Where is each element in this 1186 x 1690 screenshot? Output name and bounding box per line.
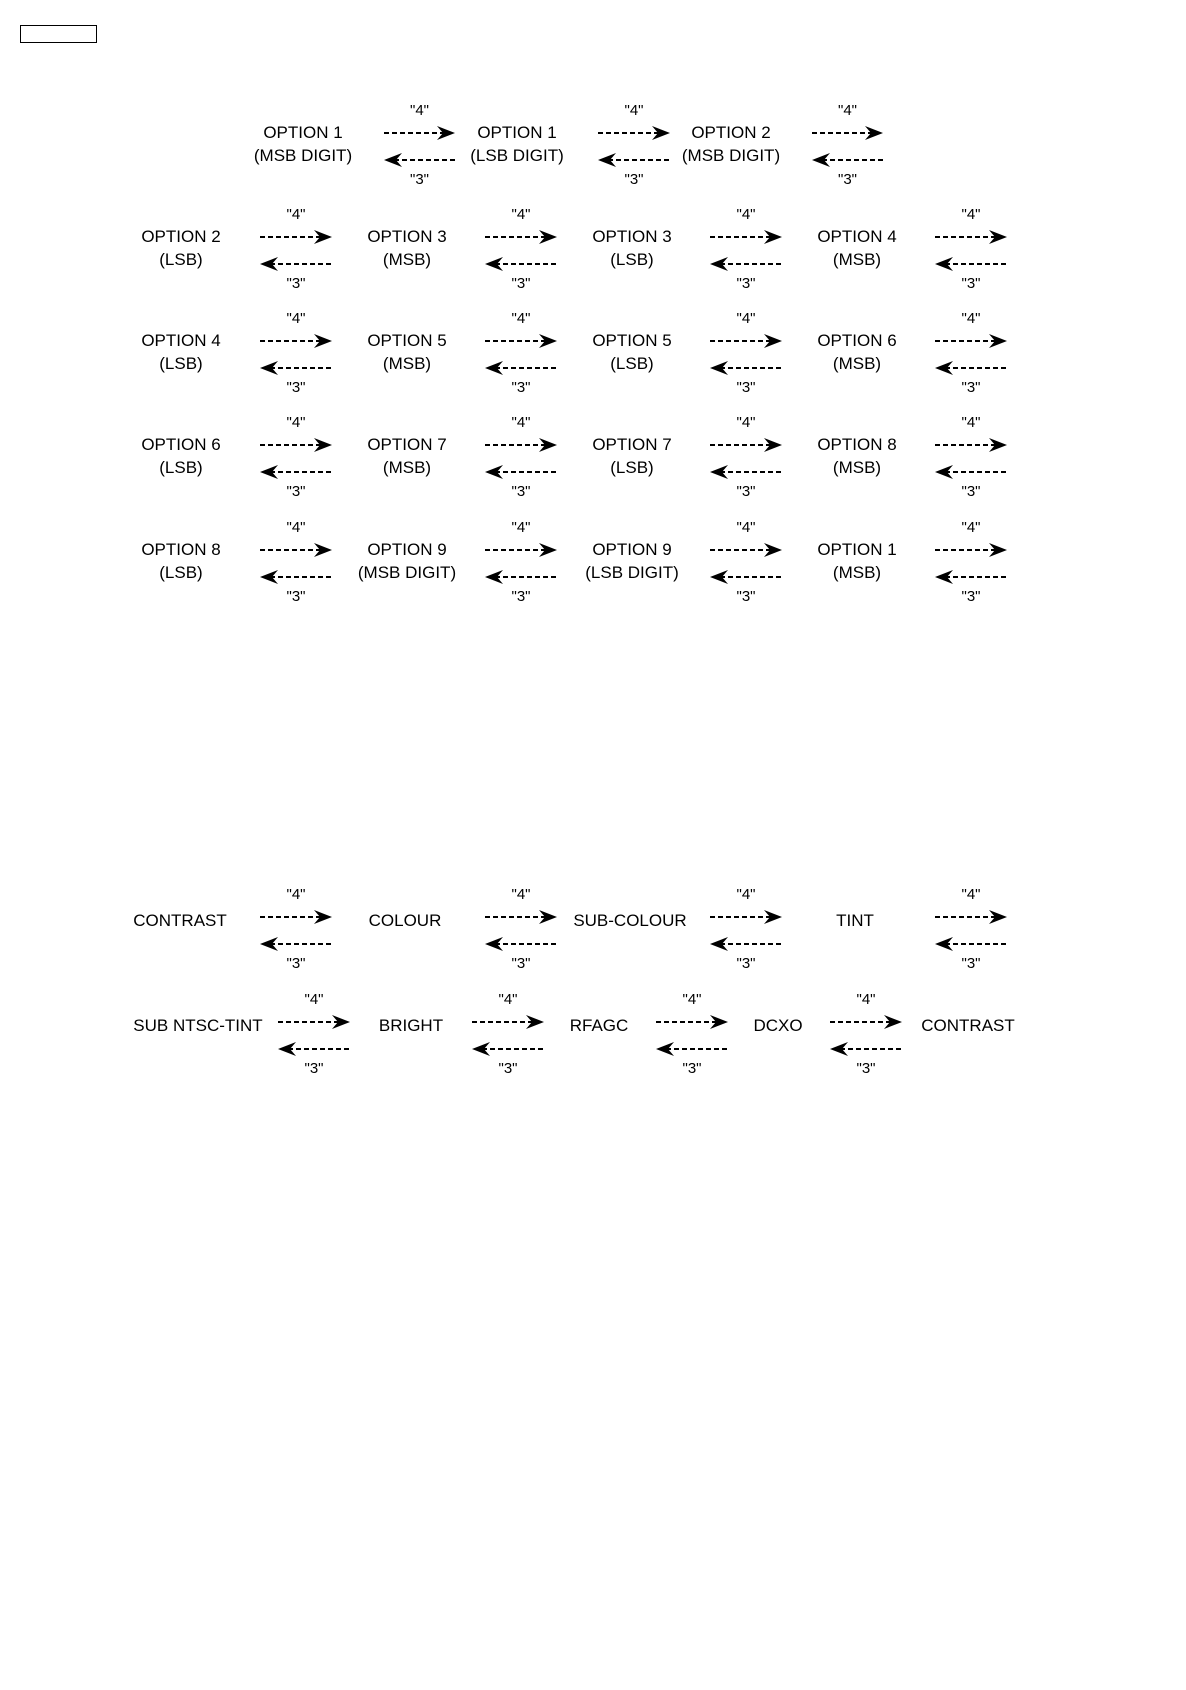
arrow-left-icon [260, 361, 332, 375]
arrowhead [485, 937, 503, 951]
key-4-label: "4" [624, 102, 644, 119]
key-connector [260, 414, 332, 500]
key-3-label: "3" [856, 1060, 876, 1077]
option-name: OPTION 1 [477, 123, 557, 142]
arrow-right-icon [260, 543, 332, 557]
arrow-right-icon [598, 126, 670, 140]
key-3-label: "3" [286, 588, 306, 605]
arrow-right-icon [260, 910, 332, 924]
option-name: OPTION 4 [141, 331, 221, 350]
adjust-item: CONTRAST [921, 1016, 1015, 1035]
option-node [470, 123, 564, 165]
key-connector [710, 206, 782, 292]
arrow-left-icon [472, 1042, 544, 1056]
option-digit: (LSB) [610, 458, 654, 477]
arrowhead [260, 465, 278, 479]
option-node [141, 540, 220, 582]
option-name: OPTION 3 [592, 227, 672, 246]
adjust-flow [133, 886, 1015, 1077]
option-name: OPTION 7 [592, 435, 672, 454]
option-digit: (LSB) [159, 250, 203, 269]
key-3-label: "3" [736, 483, 756, 500]
arrow-left-icon [935, 257, 1007, 271]
option-node [367, 331, 446, 373]
option-digit: (MSB DIGIT) [357, 563, 457, 582]
arrowhead [260, 257, 278, 271]
arrow-left-icon [485, 465, 557, 479]
key-connector [485, 519, 557, 605]
arrow-left-icon [935, 937, 1007, 951]
key-connector [598, 102, 670, 188]
arrow-left-icon [656, 1042, 728, 1056]
arrowhead [935, 257, 953, 271]
option-row [254, 102, 883, 188]
arrow-right-icon [935, 438, 1007, 452]
key-connector [935, 414, 1007, 500]
arrowhead [935, 465, 953, 479]
arrow-right-icon [935, 334, 1007, 348]
arrowhead [485, 257, 503, 271]
arrowhead [710, 570, 728, 584]
arrow-right-icon [485, 334, 557, 348]
key-4-label: "4" [511, 519, 531, 536]
key-connector [260, 519, 332, 605]
arrow-right-icon [260, 230, 332, 244]
arrow-right-icon [485, 543, 557, 557]
option-digit: (MSB DIGIT) [681, 146, 781, 165]
arrow-left-icon [384, 153, 455, 167]
adjust-row-2 [133, 991, 1014, 1077]
option-digit: (MSB) [382, 250, 432, 269]
option-digit: (MSB) [832, 458, 882, 477]
arrow-right-icon [278, 1015, 350, 1029]
key-3-label: "3" [961, 483, 981, 500]
arrowhead [830, 1042, 848, 1056]
adjust-item: COLOUR [368, 911, 442, 930]
adjust-row-1 [133, 886, 1007, 972]
option-digit: (MSB) [832, 563, 882, 582]
arrowhead [935, 570, 953, 584]
key-connector [260, 310, 332, 396]
key-4-label: "4" [838, 102, 857, 119]
arrowhead [865, 126, 883, 140]
arrow-right-icon [260, 334, 332, 348]
option-name: OPTION 9 [592, 540, 672, 559]
key-connector [384, 102, 455, 188]
option-name: OPTION 5 [592, 331, 672, 350]
arrowhead [437, 126, 455, 140]
arrowhead [710, 937, 728, 951]
option-name: OPTION 2 [141, 227, 221, 246]
arrowhead [260, 570, 278, 584]
key-4-label: "4" [856, 991, 876, 1008]
arrow-right-icon [935, 543, 1007, 557]
arrow-left-icon [260, 465, 332, 479]
key-3-label: "3" [961, 275, 981, 292]
key-connector [485, 414, 557, 500]
option-name: OPTION 3 [367, 227, 447, 246]
key-4-label: "4" [736, 414, 756, 431]
option-flow [141, 102, 1007, 605]
arrowhead [260, 361, 278, 375]
arrow-left-icon [260, 570, 332, 584]
option-name: OPTION 4 [817, 227, 897, 246]
key-3-label: "3" [511, 379, 531, 396]
option-row [141, 206, 1007, 292]
key-3-label: "3" [961, 379, 981, 396]
arrowhead [812, 153, 830, 167]
option-node [817, 540, 896, 582]
option-name: OPTION 9 [367, 540, 447, 559]
adjust-item: SUB NTSC-TINT [133, 1016, 263, 1035]
key-3-label: "3" [286, 483, 306, 500]
arrow-left-icon [598, 153, 670, 167]
key-4-label: "4" [286, 414, 306, 431]
arrowhead [656, 1042, 674, 1056]
key-4-label: "4" [736, 310, 756, 327]
option-node [817, 227, 896, 269]
option-name: OPTION 1 [263, 123, 343, 142]
adjust-item: TINT [836, 911, 874, 930]
option-node [682, 123, 780, 165]
option-node [141, 331, 220, 373]
option-node [817, 435, 896, 477]
arrow-right-icon [710, 334, 782, 348]
key-connector [710, 519, 782, 605]
adjust-item: RFAGC [569, 1016, 629, 1035]
arrowhead [935, 361, 953, 375]
key-4-label: "4" [961, 519, 981, 536]
arrow-right-icon [935, 910, 1007, 924]
key-connector [812, 102, 883, 188]
key-4-label: "4" [736, 206, 756, 223]
arrow-right-icon [935, 230, 1007, 244]
arrow-right-icon [485, 438, 557, 452]
option-row [141, 414, 1007, 500]
key-4-label: "4" [961, 310, 981, 327]
arrow-left-icon [710, 570, 782, 584]
arrow-left-icon [710, 937, 782, 951]
key-connector [260, 206, 332, 292]
adjust-item: BRIGHT [378, 1016, 444, 1035]
option-node [141, 435, 220, 477]
option-digit: (LSB DIGIT) [470, 146, 564, 165]
arrowhead [485, 465, 503, 479]
option-name: OPTION 6 [817, 331, 897, 350]
option-row [141, 310, 1007, 396]
key-3-label: "3" [736, 588, 756, 605]
key-4-label: "4" [961, 414, 981, 431]
key-4-label: "4" [961, 206, 981, 223]
option-node [367, 435, 446, 477]
option-digit: (LSB) [610, 354, 654, 373]
arrow-left-icon [278, 1042, 350, 1056]
option-node [592, 331, 671, 373]
key-3-label: "3" [286, 955, 306, 972]
arrow-left-icon [830, 1042, 902, 1056]
arrowhead [710, 465, 728, 479]
arrow-left-icon [935, 361, 1007, 375]
option-node [592, 435, 671, 477]
option-node [254, 123, 352, 165]
key-4-label: "4" [286, 519, 306, 536]
arrowhead [260, 937, 278, 951]
arrow-right-icon [485, 230, 557, 244]
adjust-item: DCXO [753, 1016, 803, 1035]
key-3-label: "3" [838, 171, 857, 188]
option-name: OPTION 6 [141, 435, 221, 454]
key-3-label: "3" [511, 588, 531, 605]
arrowhead [598, 153, 616, 167]
key-4-label: "4" [511, 414, 531, 431]
key-connector [710, 886, 782, 972]
key-connector [935, 206, 1007, 292]
key-3-label: "3" [511, 275, 531, 292]
option-node [367, 227, 446, 269]
arrowhead [710, 257, 728, 271]
option-digit: (MSB DIGIT) [253, 146, 353, 165]
arrowhead [472, 1042, 490, 1056]
arrow-right-icon [656, 1015, 728, 1029]
key-connector [278, 991, 350, 1077]
option-node [592, 227, 671, 269]
key-3-label: "3" [498, 1060, 518, 1077]
arrow-right-icon [485, 910, 557, 924]
key-3-label: "3" [304, 1060, 324, 1077]
key-4-label: "4" [410, 102, 429, 119]
arrow-right-icon [830, 1015, 902, 1029]
key-3-label: "3" [736, 955, 756, 972]
option-row [141, 519, 1007, 605]
arrow-left-icon [485, 361, 557, 375]
key-4-label: "4" [286, 206, 306, 223]
key-connector [830, 991, 902, 1077]
key-4-label: "4" [511, 886, 531, 903]
key-4-label: "4" [286, 886, 306, 903]
key-3-label: "3" [286, 379, 306, 396]
option-node [358, 540, 456, 582]
arrow-left-icon [710, 465, 782, 479]
adjust-item: SUB-COLOUR [573, 911, 687, 930]
option-node [817, 331, 896, 373]
option-digit: (MSB) [832, 354, 882, 373]
key-3-label: "3" [624, 171, 644, 188]
option-digit: (MSB) [382, 458, 432, 477]
arrowhead [935, 937, 953, 951]
key-3-label: "3" [961, 588, 981, 605]
key-connector [710, 414, 782, 500]
key-4-label: "4" [961, 886, 981, 903]
arrow-right-icon [710, 910, 782, 924]
key-connector [935, 310, 1007, 396]
key-connector [656, 991, 728, 1077]
key-connector [485, 206, 557, 292]
key-connector [710, 310, 782, 396]
option-name: OPTION 8 [141, 540, 221, 559]
key-connector [485, 310, 557, 396]
key-connector [935, 886, 1007, 972]
arrow-left-icon [935, 465, 1007, 479]
arrow-left-icon [710, 361, 782, 375]
arrow-right-icon [260, 438, 332, 452]
option-name: OPTION 8 [817, 435, 897, 454]
arrow-right-icon [710, 438, 782, 452]
key-4-label: "4" [286, 310, 306, 327]
arrow-right-icon [710, 230, 782, 244]
adjust-item: CONTRAST [133, 911, 227, 930]
key-4-label: "4" [736, 519, 756, 536]
key-4-label: "4" [511, 310, 531, 327]
key-3-label: "3" [511, 955, 531, 972]
arrowhead [485, 361, 503, 375]
arrow-left-icon [935, 570, 1007, 584]
arrowhead [384, 153, 402, 167]
arrowhead [278, 1042, 296, 1056]
option-digit: (LSB DIGIT) [585, 563, 679, 582]
arrowhead [710, 361, 728, 375]
option-name: OPTION 7 [367, 435, 447, 454]
key-3-label: "3" [410, 171, 429, 188]
key-connector [935, 519, 1007, 605]
option-digit: (LSB) [159, 458, 203, 477]
arrow-left-icon [260, 937, 332, 951]
option-name: OPTION 2 [691, 123, 771, 142]
arrow-right-icon [384, 126, 455, 140]
key-3-label: "3" [286, 275, 306, 292]
key-4-label: "4" [511, 206, 531, 223]
key-4-label: "4" [498, 991, 518, 1008]
option-digit: (LSB) [610, 250, 654, 269]
arrowhead [485, 570, 503, 584]
key-3-label: "3" [961, 955, 981, 972]
key-3-label: "3" [736, 379, 756, 396]
arrow-right-icon [472, 1015, 544, 1029]
arrow-left-icon [710, 257, 782, 271]
key-3-label: "3" [682, 1060, 702, 1077]
key-connector [472, 991, 544, 1077]
option-digit: (LSB) [159, 563, 203, 582]
option-digit: (LSB) [159, 354, 203, 373]
arrow-left-icon [812, 153, 883, 167]
arrow-left-icon [485, 570, 557, 584]
key-3-label: "3" [736, 275, 756, 292]
option-digit: (MSB) [832, 250, 882, 269]
arrow-left-icon [485, 937, 557, 951]
key-4-label: "4" [736, 886, 756, 903]
option-name: OPTION 5 [367, 331, 447, 350]
arrow-right-icon [812, 126, 883, 140]
arrow-left-icon [260, 257, 332, 271]
key-connector [260, 886, 332, 972]
key-3-label: "3" [511, 483, 531, 500]
key-4-label: "4" [682, 991, 702, 1008]
key-4-label: "4" [304, 991, 324, 1008]
option-node [585, 540, 679, 582]
key-connector [485, 886, 557, 972]
option-digit: (MSB) [382, 354, 432, 373]
arrow-right-icon [710, 543, 782, 557]
option-node [141, 227, 220, 269]
arrow-left-icon [485, 257, 557, 271]
option-name: OPTION 1 [817, 540, 897, 559]
